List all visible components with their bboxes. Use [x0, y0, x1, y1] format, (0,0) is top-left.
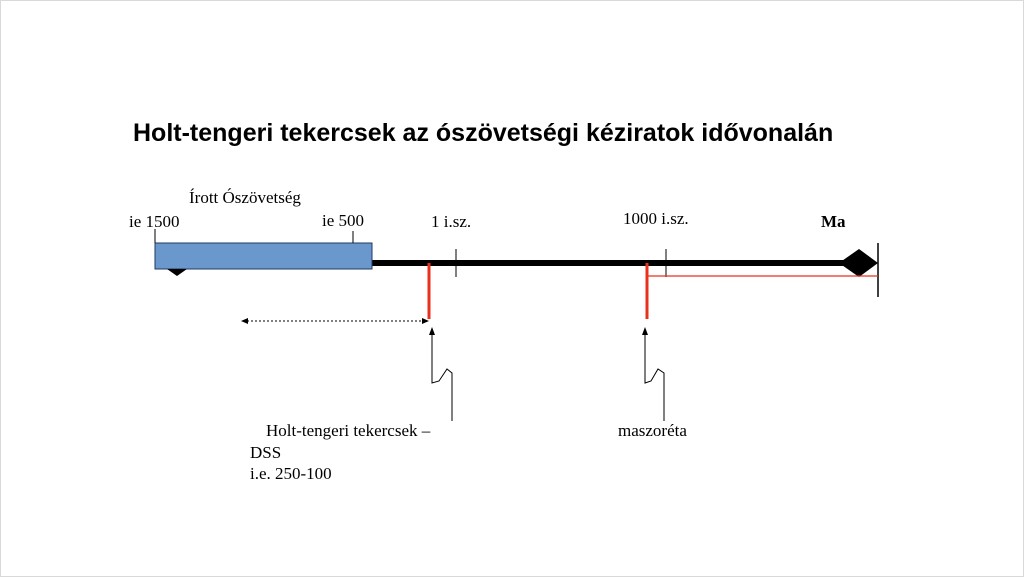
tick-label-500bc: ie 500 — [322, 211, 365, 230]
written-ot-label: Írott Ószövetség — [189, 188, 301, 207]
masoretic-pointer-arrow — [645, 333, 664, 421]
masoretic-label: maszoréta — [618, 421, 687, 440]
tick-label-1ad: 1 i.sz. — [431, 212, 472, 231]
today-diamond — [839, 249, 878, 277]
tick-label-1500bc: ie 1500 — [129, 212, 180, 231]
bar-start-triangle — [167, 269, 187, 276]
masoretic-pointer-arrowhead — [642, 327, 648, 335]
slide-title: Holt-tengeri tekercsek az ószövetségi kéziratok idővonalán — [133, 119, 834, 147]
dss-label-line2: DSS — [250, 443, 282, 462]
dss-label-line1: Holt-tengeri tekercsek – — [266, 421, 431, 440]
tick-label-1000ad: 1000 i.sz. — [623, 209, 689, 228]
dss-pointer-arrowhead — [429, 327, 435, 335]
dss-label-line3: i.e. 250-100 — [250, 464, 332, 483]
tick-label-today: Ma — [821, 212, 846, 231]
timeline-diagram — [1, 1, 1023, 576]
dss-pointer-arrow — [432, 333, 452, 421]
dss-range-arrowhead-left — [241, 318, 248, 324]
written-ot-bar — [155, 243, 372, 269]
